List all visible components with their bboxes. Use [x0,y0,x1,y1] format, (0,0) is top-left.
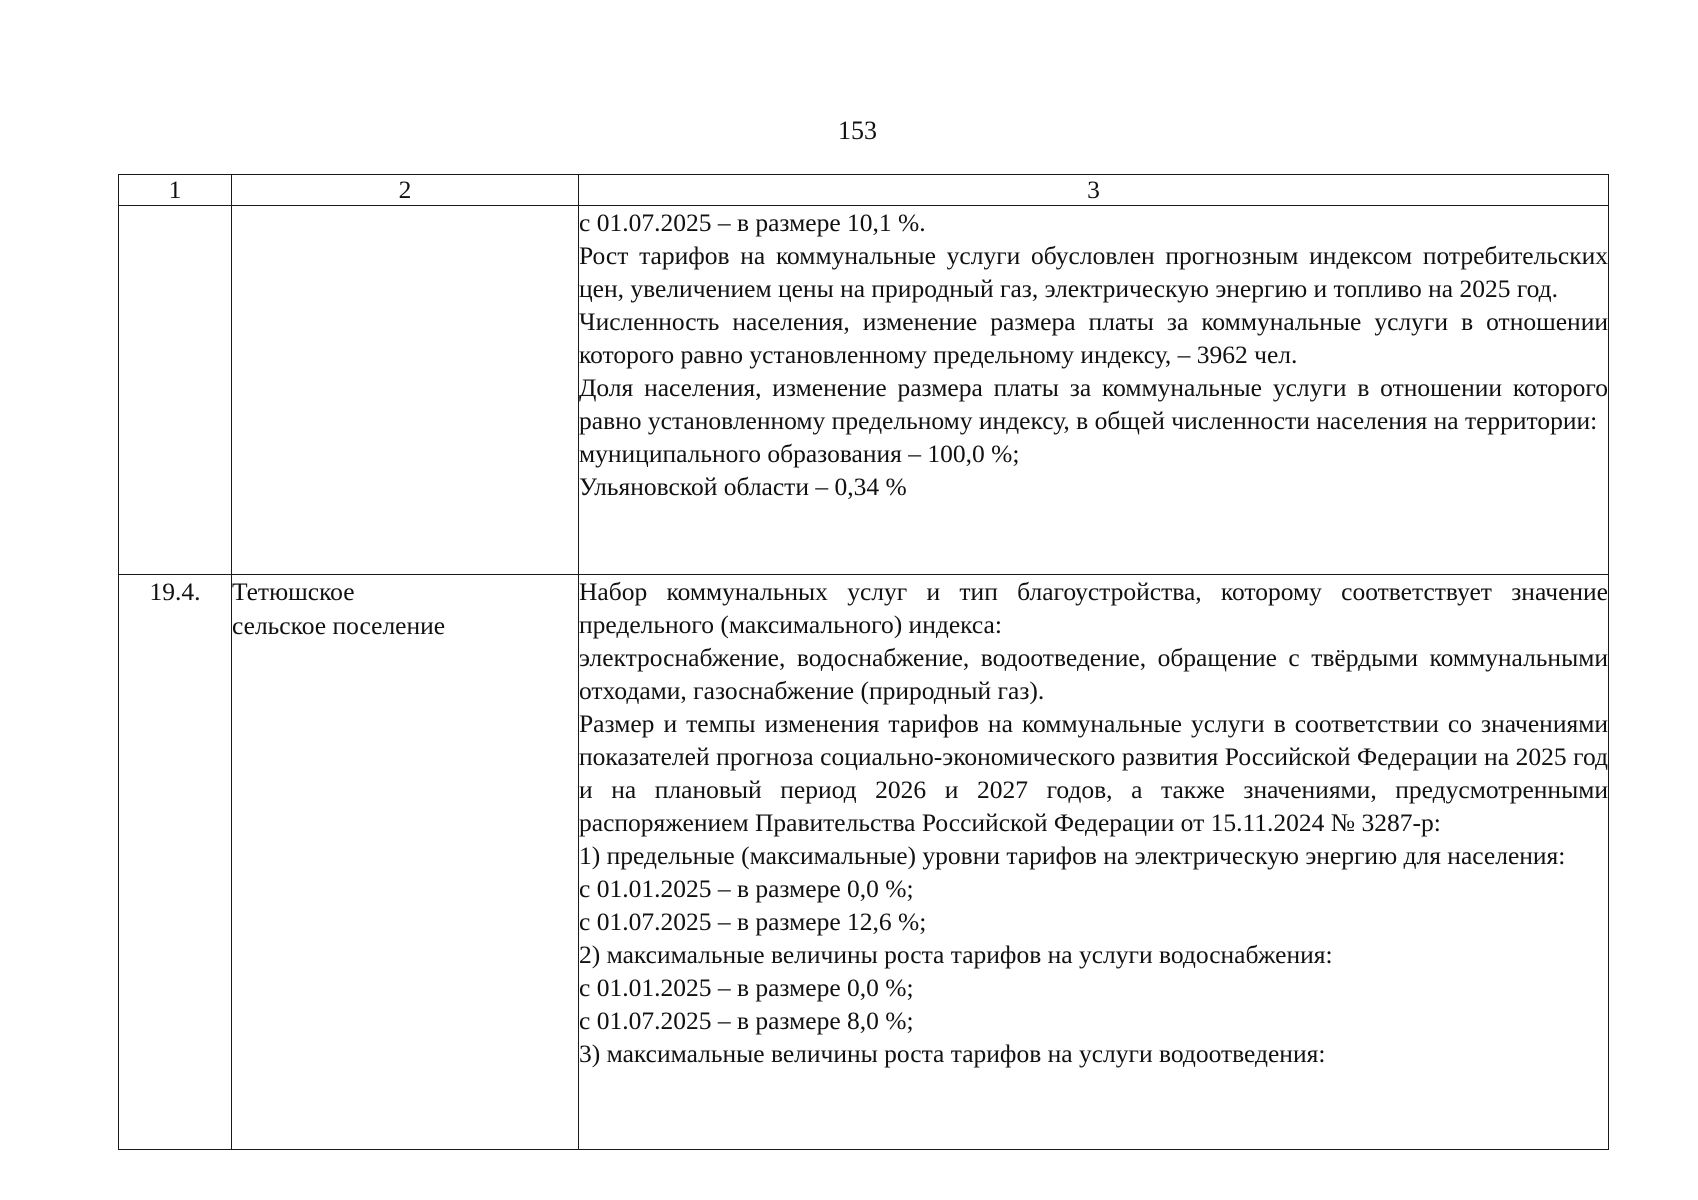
settlement-name-line: сельское поселение [232,610,446,640]
settlement-name-cell [232,575,579,1150]
row-number-cell [119,206,232,575]
table-header-row [119,175,1609,206]
column-header-3: 3 [579,175,1609,206]
column-header-1: 1 [119,175,232,206]
column-header-2: 2 [232,175,579,206]
row-number-cell: 19.4. [119,575,232,1150]
paragraph: 1) предельные (максимальные) уровни тарифов на электрическую энергию для населения: [579,841,1566,870]
paragraph: 2) максимальные величины роста тарифов на услуги водоснабжения: [579,940,1333,969]
paragraph: Размер и темпы изменения тарифов на коммунальные услуги в соответствии со значениями показателей прогноза социально-экономического развития Российской Федерации на 2025 год и на плановый период 2026 и 2027 годов, а также значениями, предусмотренными распоряжением Правительства Российской Федерации от 15.11.2024 № 3287-р: [579,709,1608,837]
paragraph: муниципального образования – 100,0 %; [579,439,1020,468]
tariff-table [118,174,1609,1150]
paragraph: с 01.07.2025 – в размере 12,6 %; [579,907,927,936]
settlement-name-line: Тетюшское [232,577,355,606]
paragraph: с 01.01.2025 – в размере 0,0 %; [579,973,914,1002]
settlement-name-cell [232,206,579,575]
paragraph: Ульяновской области – 0,34 % [579,472,907,501]
paragraph: с 01.01.2025 – в размере 0,0 %; [579,874,914,903]
page-number: 153 [838,116,877,145]
paragraph: Набор коммунальных услуг и тип благоустройства, которому соответствует значение предельного (максимального) индекса: [579,577,1608,639]
paragraph: с 01.07.2025 – в размере 8,0 %; [579,1006,914,1035]
table-row [119,206,1609,575]
paragraph: Численность населения, изменение размера платы за коммунальные услуги в отношении которого равно установленному предельному индексу, – 3962 чел. [579,307,1608,369]
paragraph: Доля населения, изменение размера платы за коммунальные услуги в отношении которого равно установленному предельному индексу, в общей численности населения на территории: [579,373,1608,435]
paragraph: Рост тарифов на коммунальные услуги обусловлен прогнозным индексом потребительских цен, увеличением цены на природный газ, электрическую энергию и топливо на 2025 год. [579,241,1608,303]
table-row [119,575,1609,1150]
paragraph: с 01.07.2025 – в размере 10,1 %. [579,208,926,237]
description-cell [579,206,1609,575]
paragraph: 3) максимальные величины роста тарифов на услуги водоотведения: [579,1039,1326,1068]
description-cell [579,575,1609,1150]
paragraph: электроснабжение, водоснабжение, водоотведение, обращение с твёрдыми коммунальными отходами, газоснабжение (природный газ). [579,643,1608,705]
